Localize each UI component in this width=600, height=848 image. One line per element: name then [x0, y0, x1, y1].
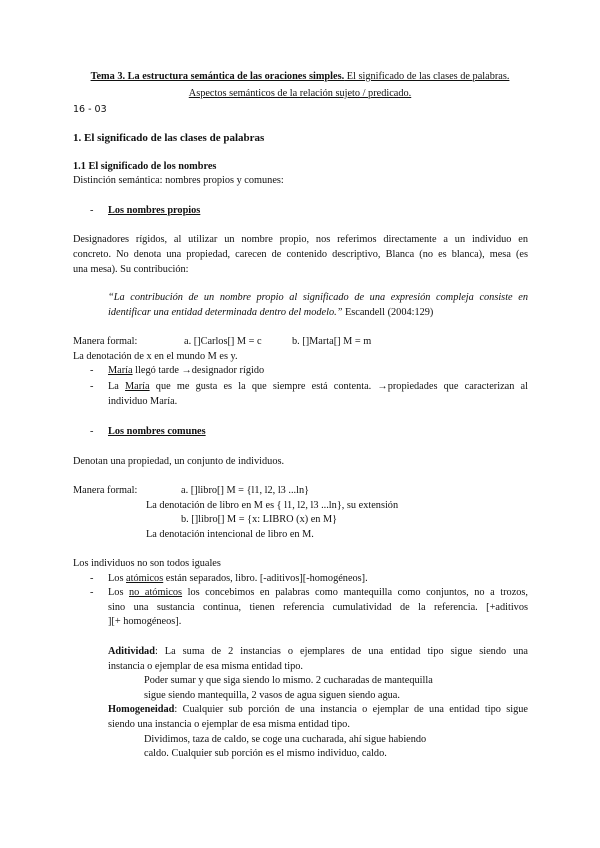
formal-label: Manera formal:: [73, 336, 138, 347]
quote-line-2: [108, 306, 433, 321]
aditividad-example: Poder sumar y que siga siendo lo mismo. 2 cucharadas de mantequilla: [144, 675, 433, 686]
aditividad-example-2: sigue siendo mantequilla, 2 vasos de agua siguen siendo agua.: [144, 690, 400, 701]
propios-paragraph-line: una mesa). Su contribución:: [73, 264, 189, 275]
no-atomicos-line-2: sino una sustancia continua, tienen referencia cumulatividad de la referencia. [+aditivos: [108, 602, 528, 613]
propios-heading: Los nombres propios: [108, 205, 201, 216]
homogeneidad-example-2: caldo. Cualquier sub porción es el mismo individuo, caldo.: [144, 748, 387, 759]
item-term: no atómicos: [129, 587, 183, 598]
subsection-heading: 1.1 El significado de los nombres: [73, 161, 217, 172]
item-prefix: Los: [108, 587, 130, 598]
bullet-dash: -: [90, 381, 94, 392]
bullet-dash: -: [90, 365, 94, 376]
bullet-dash: -: [90, 587, 94, 598]
homogeneidad-term: Homogeneidad: [108, 704, 175, 715]
document-subtitle: Aspectos semánticos de la relación sujeto / predicado.: [188, 88, 412, 99]
formal-example-b: b. []Marta[] M = m: [292, 336, 372, 347]
item-prefix: Los: [108, 573, 127, 584]
quote-text: identificar una entidad determinada dentro del modelo.”: [108, 307, 343, 318]
example-2: [108, 380, 528, 395]
comunes-heading: Los nombres comunes: [108, 426, 206, 437]
example-prefix: La: [108, 381, 126, 392]
no-atomicos-line-3: ][+ homogéneos].: [108, 616, 182, 627]
formal-label: Manera formal:: [73, 485, 138, 496]
aditividad-text: : La suma de 2 instancias o ejemplares de una entidad tipo sigue siendo una: [154, 646, 528, 657]
homogeneidad-line-2: siendo una instancia o ejemplar de esa misma entidad tipo.: [108, 719, 350, 730]
quote-line: “La contribución de un nombre propio al significado de una expresión compleja consiste en: [108, 292, 528, 303]
homogeneidad-text: : Cualquier sub porción de una instancia o ejemplar de una entidad tipo sigue: [174, 704, 528, 715]
atomicos-item: [108, 572, 368, 587]
document-date: 16 - 03: [73, 104, 107, 115]
intro-text: Distinción semántica: nombres propios y comunes:: [73, 175, 284, 186]
denotation-text: La denotación de x en el mundo M es y.: [73, 351, 238, 362]
quote-citation: Escandell (2004:129): [342, 307, 434, 318]
formal-example-a-desc: La denotación de libro en M es { l1, l2, l3 ...ln}, su extensión: [146, 500, 399, 511]
section-heading: 1. El significado de las clases de palabras: [73, 132, 265, 144]
no-atomicos-item: [108, 586, 528, 601]
example-name: María: [125, 381, 150, 392]
propios-paragraph-line: Designadores rígidos, al utilizar un nombre propio, nos referimos directamente a un individuo en: [73, 234, 528, 245]
item-term: atómicos: [126, 573, 164, 584]
bullet-dash: -: [90, 426, 94, 437]
homogeneidad-definition: [108, 703, 528, 718]
document-title: [0, 70, 600, 85]
individuos-text: Los individuos no son todos iguales: [73, 558, 221, 569]
propios-paragraph-line: concreto. No denota una propiedad, carecen de contenido descriptivo, Blanca (no es blanca), mesa (es: [73, 249, 528, 260]
example-1: [108, 364, 264, 379]
formal-example-a: a. []Carlos[] M = c: [184, 336, 262, 347]
title-rest: El significado de las clases de palabras.: [344, 71, 510, 82]
example-2-line-2: individuo María.: [108, 396, 178, 407]
bullet-dash: -: [90, 205, 94, 216]
example-text: que me gusta es la que siempre está contenta. →propiedades que caracterizan al: [149, 381, 528, 392]
item-text: están separados, libro. [-aditivos][-homogéneos].: [163, 573, 368, 584]
aditividad-term: Aditividad: [108, 646, 155, 657]
example-name: María: [108, 365, 133, 376]
item-text: los concebimos en palabras como mantequilla como conjuntos, no a trozos,: [182, 587, 528, 598]
aditividad-line-2: instancia o ejemplar de esa misma entidad tipo.: [108, 661, 304, 672]
title-bold: Tema 3. La estructura semántica de las oraciones simples.: [90, 71, 345, 82]
example-text: llegó tarde →designador rígido: [132, 365, 265, 376]
formal-example-b-desc: La denotación intencional de libro en M.: [146, 529, 314, 540]
homogeneidad-example: Dividimos, taza de caldo, se coge una cucharada, ahí sigue habiendo: [144, 734, 427, 745]
formal-example-a: a. []libro[] M = {l1, l2, l3 ...ln}: [181, 485, 310, 496]
aditividad-definition: [108, 645, 528, 660]
comunes-paragraph: Denotan una propiedad, un conjunto de individuos.: [73, 456, 285, 467]
formal-example-b: b. []libro[] M = {x: LIBRO (x) en M}: [181, 514, 338, 525]
bullet-dash: -: [90, 573, 94, 584]
